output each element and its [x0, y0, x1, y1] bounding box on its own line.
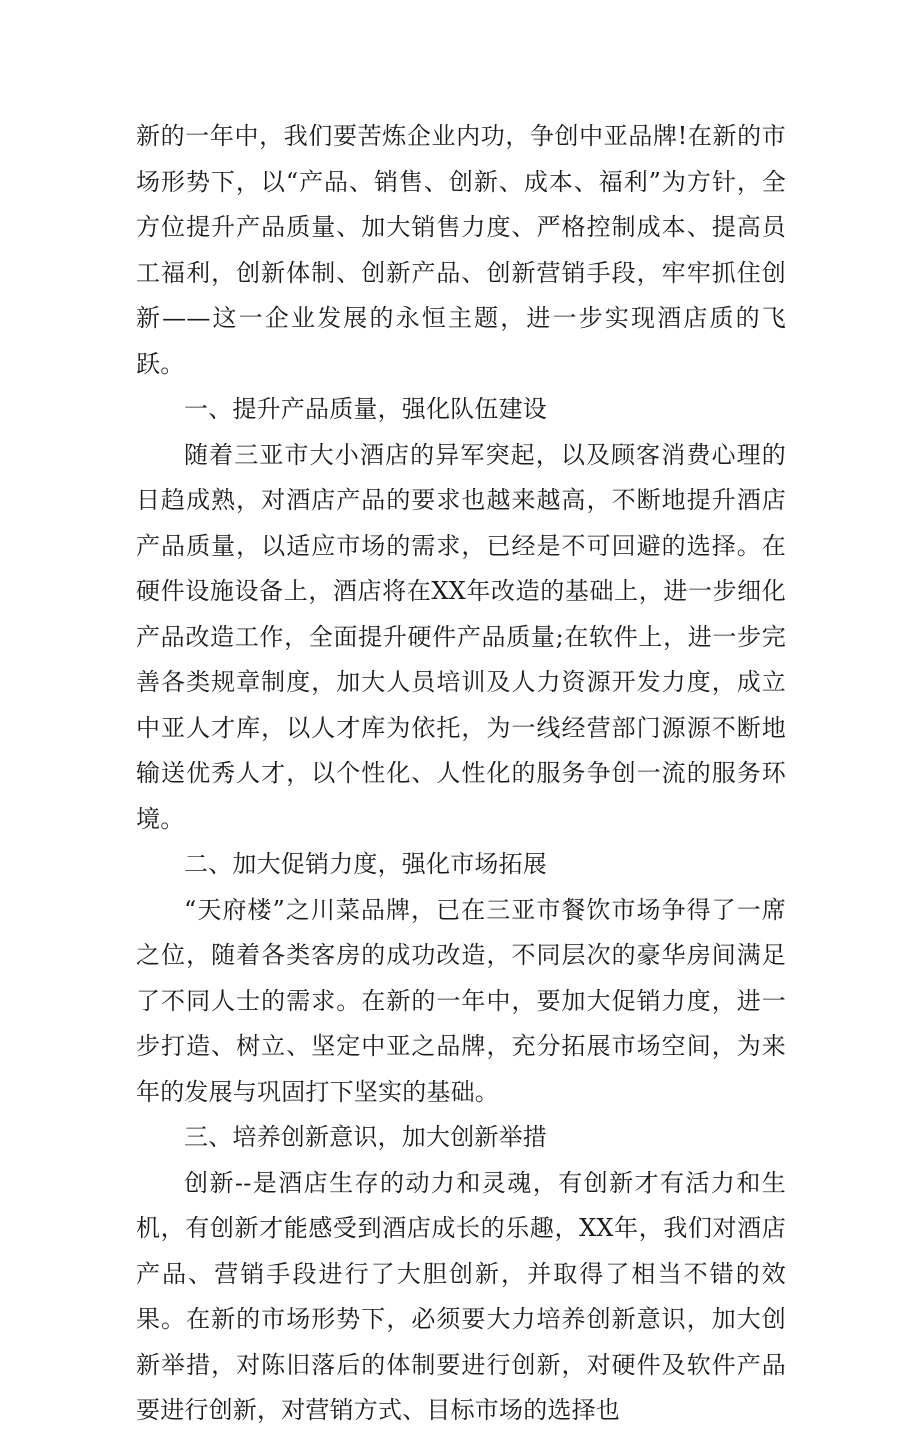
- section-heading-1: 一、提升产品质量，强化队伍建设: [184, 395, 547, 423]
- section-heading-2: 二、加大促销力度，强化市场拓展: [184, 850, 547, 878]
- section-3-paragraph: 创新--是酒店生存的动力和灵魂，有创新才有活力和生机，有创新才能感受到酒店成长的乐趣，XX年，我们对酒店产品、营销手段进行了大胆创新，并取得了相当不错的效果。在新的市场形势下，必须要大力培养创新意识，加大创新举措，对陈旧落后的体制要进行创新，对硬件及软件产品要进行创新，对营销方式、目标市场的选择也: [136, 1168, 786, 1424]
- section-heading-3: 三、培养创新意识，加大创新举措: [184, 1123, 547, 1151]
- intro-paragraph: 新的一年中，我们要苦炼企业内功，争创中亚品牌!在新的市场形势下，以“产品、销售、创新、成本、福利”为方针，全方位提升产品质量、加大销售力度、严格控制成本、提高员工福利，创新体制、创新产品、创新营销手段，牢牢抓住创新——这一企业发展的永恒主题，进一步实现酒店质的飞跃。: [136, 122, 786, 378]
- section-1-paragraph: 随着三亚市大小酒店的异军突起，以及顾客消费心理的日趋成熟，对酒店产品的要求也越来越高，不断地提升酒店产品质量，以适应市场的需求，已经是不可回避的选择。在硬件设施设备上，酒店将在XX年改造的基础上，进一步细化产品改造工作，全面提升硬件产品质量;在软件上，进一步完善各类规章制度，加大人员培训及人力资源开发力度，成立中亚人才库，以人才库为依托，为一线经营部门源源不断地输送优秀人才，以个性化、人性化的服务争创一流的服务环境。: [136, 440, 786, 833]
- document-body: [136, 114, 786, 1434]
- section-2-paragraph: “天府楼”之川菜品牌，已在三亚市餐饮市场争得了一席之位，随着各类客房的成功改造，不同层次的豪华房间满足了不同人士的需求。在新的一年中，要加大促销力度，进一步打造、树立、坚定中亚之品牌，充分拓展市场空间，为来年的发展与巩固打下坚实的基础。: [136, 895, 786, 1106]
